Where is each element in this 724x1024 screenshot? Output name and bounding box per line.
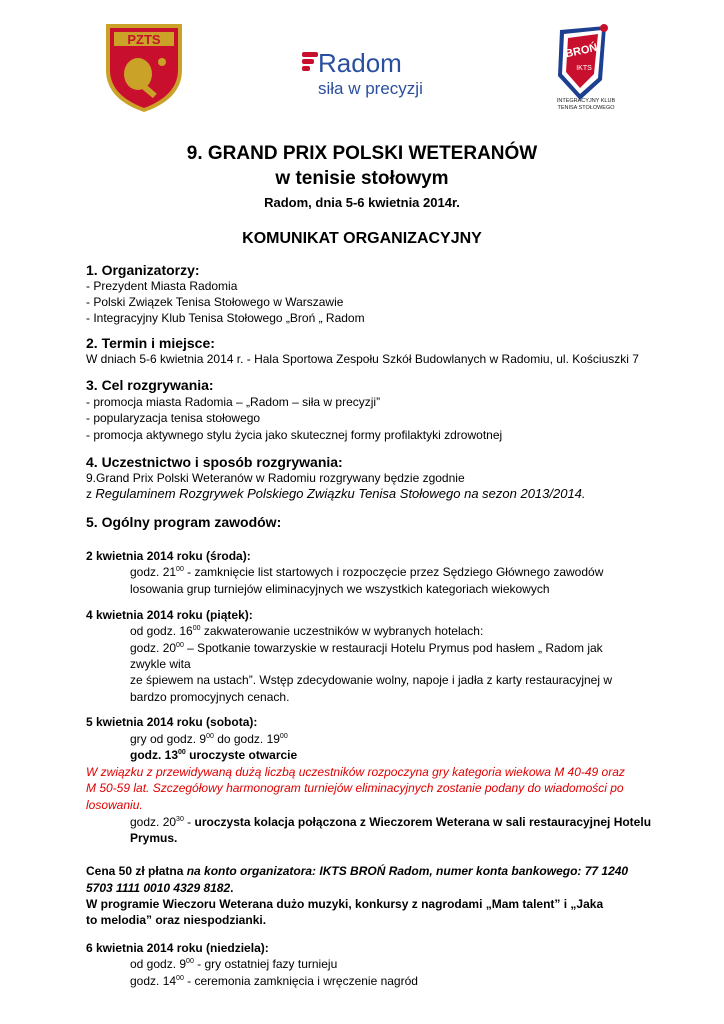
day-2-line5: bardzo promocyjnych cenach. xyxy=(130,690,290,704)
ikts-caption-line2: TENISA STOŁOWEGO xyxy=(557,105,615,111)
time-sup: 00 xyxy=(186,958,194,965)
text: - zamknięcie list startowych i rozpoczęcie przez Sędziego Głównego zawodów xyxy=(183,565,604,579)
text: uroczyste otwarcie xyxy=(185,748,298,762)
section-3-item: - promocja miasta Radomia – „Radom – siła w precyzji” xyxy=(86,395,381,409)
day-3-title: 5 kwietnia 2014 roku (sobota): xyxy=(86,715,258,729)
section-1-heading: 1. Organizatorzy: xyxy=(86,262,200,278)
section-5-heading: 5. Ogólny program zawodów: xyxy=(86,514,282,530)
fee-period: . xyxy=(230,881,234,895)
time-sup: 30 xyxy=(176,816,184,823)
day-3-line4: Prymus. xyxy=(130,831,178,845)
time-sup: 00 xyxy=(192,625,201,632)
text: - gry ostatniej fazy turnieju xyxy=(193,957,338,971)
time: gry od godz. 9 xyxy=(130,732,207,746)
day-4-line2 xyxy=(130,973,418,989)
pzts-logo xyxy=(104,22,184,114)
day-3-note-line3: losowaniu. xyxy=(86,798,143,812)
section-4-line1: 9.Grand Prix Polski Weteranów w Radomiu rozgrywany będzie zgodnie xyxy=(86,471,465,485)
text-bold: uroczysta kolacja połączona z Wieczorem Weterana w sali restauracyjnej Hotelu xyxy=(194,815,652,829)
section-3-item: - popularyzacja tenisa stołowego xyxy=(86,411,261,425)
section-2-heading: 2. Termin i miejsce: xyxy=(86,335,215,351)
fee-account-number: 5703 1111 0010 4329 8182 xyxy=(86,881,231,895)
communique-title: KOMUNIKAT ORGANIZACYJNY xyxy=(242,230,482,247)
svg-text:siła w precyzji: siła w precyzji xyxy=(318,79,423,98)
section-4-prefix: z xyxy=(86,487,96,501)
section-1-item: - Integracyjny Klub Tenisa Stołowego „Broń „ Radom xyxy=(86,311,365,325)
regulations-reference: Regulaminem Rozgrywek Polskiego Związku Tenisa Stołowego na sezon 2013/2014. xyxy=(95,486,586,501)
time: od godz. 9 xyxy=(130,957,187,971)
day-2-line2 xyxy=(130,640,603,656)
day-3-line2 xyxy=(130,747,297,763)
fee-line1 xyxy=(86,863,628,879)
place-date: Radom, dnia 5-6 kwietnia 2014r. xyxy=(264,195,460,210)
time: godz. 20 xyxy=(130,815,177,829)
fee-line3: W programie Wieczoru Weterana dużo muzyki, konkursy z nagrodami „Mam talent” i „Jaka xyxy=(86,897,604,911)
section-4-heading: 4. Uczestnictwo i sposób rozgrywania: xyxy=(86,454,343,470)
day-2-line3: zwykle wita xyxy=(130,657,191,671)
svg-text:IKTS: IKTS xyxy=(576,65,592,72)
document-title: 9. GRAND PRIX POLSKI WETERANÓW xyxy=(186,143,538,164)
section-1-item: - Polski Związek Tenisa Stołowego w Warszawie xyxy=(86,295,344,309)
section-1-item: - Prezydent Miasta Radomia xyxy=(86,279,238,293)
day-2-line1 xyxy=(130,623,483,639)
section-4-line2 xyxy=(86,486,586,502)
time: od godz. 16 xyxy=(130,624,193,638)
day-3-line3 xyxy=(130,814,651,830)
time-sup: 00 xyxy=(178,749,186,756)
day-1-line1 xyxy=(130,564,603,580)
day-4-title: 6 kwietnia 2014 roku (niedziela): xyxy=(86,941,269,955)
day-1-line2: losowania grup turniejów eliminacyjnych we wszystkich kategoriach wiekowych xyxy=(130,582,550,596)
day-2-line4: ze śpiewem na ustach”. Wstęp zdecydowanie wolny, napoje i jadła z karty restauracyjnej w xyxy=(130,673,613,687)
text: - ceremonia zamknięcia i wręczenie nagród xyxy=(183,974,418,988)
time: godz. 21 xyxy=(130,565,177,579)
time-sup: 00 xyxy=(176,566,184,573)
day-4-line1 xyxy=(130,956,337,972)
day-3-line1 xyxy=(130,731,288,747)
time: godz. 14 xyxy=(130,974,177,988)
ikts-caption xyxy=(536,98,636,112)
text: – Spotkanie towarzyskie w restauracji Hotelu Prymus pod hasłem „ Radom jak xyxy=(183,641,603,655)
fee-price: Cena 50 zł płatna xyxy=(86,864,187,878)
svg-text:BROŃ: BROŃ xyxy=(564,41,599,61)
section-3-item: - promocja aktywnego stylu życia jako skutecznej formy profilaktyki zdrowotnej xyxy=(86,428,503,442)
section-3-heading: 3. Cel rozgrywania: xyxy=(86,377,214,393)
svg-text:PZTS: PZTS xyxy=(127,32,161,47)
time-sup: 00 xyxy=(176,975,184,982)
time: godz. 13 xyxy=(130,748,179,762)
text: - xyxy=(183,815,195,829)
section-2-text: W dniach 5-6 kwietnia 2014 r. - Hala Sportowa Zespołu Szkół Budowlanych w Radomiu, ul. Kościuszki 7 xyxy=(86,352,639,366)
radom-logo xyxy=(300,46,440,98)
time: godz. 20 xyxy=(130,641,177,655)
day-3-note-line2: M 50-59 lat. Szczegółowy harmonogram turniejów eliminacyjnych zostanie podany do wiadomości po xyxy=(86,781,624,795)
day-2-title: 4 kwietnia 2014 roku (piątek): xyxy=(86,608,253,622)
text: zakwaterowanie uczestników w wybranych hotelach: xyxy=(200,624,484,638)
fee-account: na konto organizatora: IKTS BROŃ Radom, numer konta bankowego: 77 1240 xyxy=(186,864,629,878)
day-1-title: 2 kwietnia 2014 roku (środa): xyxy=(86,549,251,563)
time-sup: 00 xyxy=(279,733,288,740)
time: do godz. 19 xyxy=(213,732,280,746)
ikts-caption-line1: INTEGRACYJNY KLUB xyxy=(556,98,616,104)
fee-line4: to melodia” oraz niespodzianki. xyxy=(86,913,267,927)
ikts-logo xyxy=(546,20,616,102)
svg-text:Radom: Radom xyxy=(318,48,402,78)
document-subtitle: w tenisie stołowym xyxy=(275,168,449,189)
day-3-note-line1: W związku z przewidywaną dużą liczbą uczestników rozpoczyna gry kategoria wiekowa M 40-49 oraz xyxy=(86,765,625,779)
time-sup: 00 xyxy=(206,733,214,740)
time-sup: 00 xyxy=(176,642,184,649)
fee-line2 xyxy=(86,880,233,896)
